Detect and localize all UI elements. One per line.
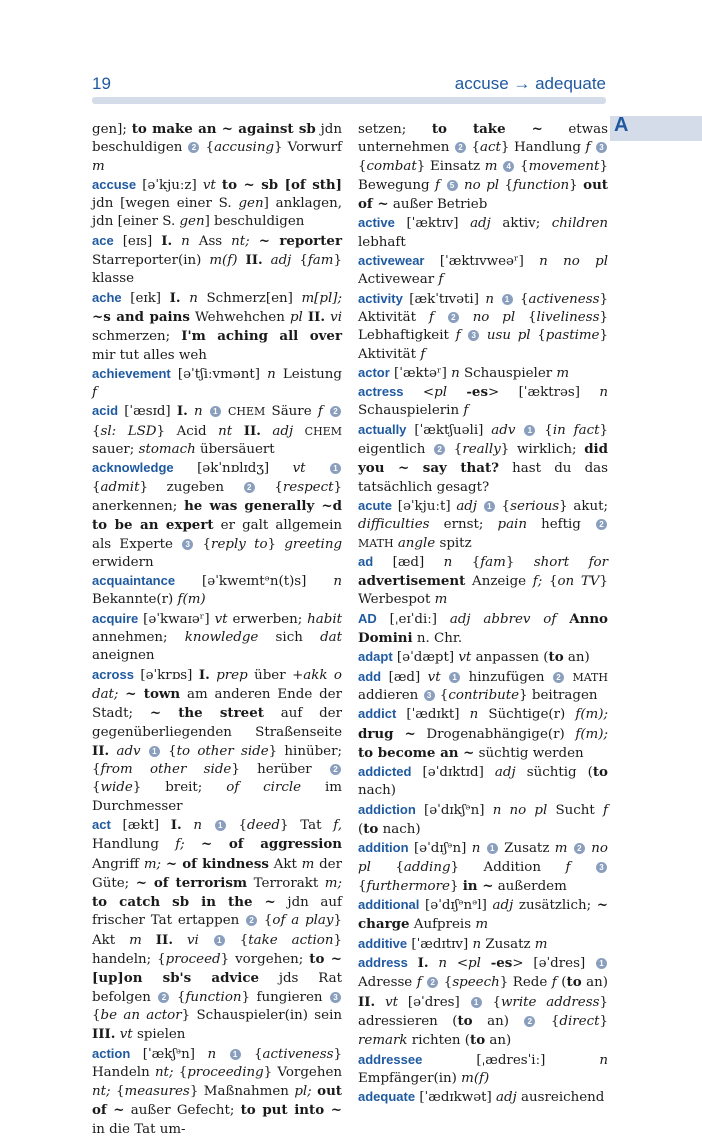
sense-number: 1 bbox=[502, 294, 513, 305]
dictionary-entry: accuse [əˈkjuːz] vt to ~ sb [of sth] jdn [wegen einer S. gen] anklagen, jdn [einer S. gen] beschuldigen bbox=[92, 176, 342, 230]
headword: actually bbox=[358, 421, 407, 437]
sense-number: 2 bbox=[574, 843, 585, 854]
headword: addition bbox=[358, 840, 409, 856]
headword: ad bbox=[358, 553, 374, 569]
sense-number: 3 bbox=[468, 330, 479, 341]
dictionary-entry: ad [æd] n {fam} short for advertisement Anzeige f; {on TV} Werbespot m bbox=[358, 553, 608, 608]
headword: addicted bbox=[358, 764, 412, 780]
sense-number: 1 bbox=[214, 935, 225, 946]
headword: active bbox=[358, 215, 395, 231]
sense-number: 2 bbox=[246, 915, 257, 926]
dictionary-entry: act [ækt] I. n 1 {deed} Tat f, Handlung f; ~ of aggression Angriff m; ~ of kindness Akt m der Güte; ~ of terrorism Terrorakt m; to catch sb in the ~ jdn auf frischer Tat ertappen 2 {of a play} Akt m II. vi 1 {take action} handeln; {proceed} vorgehen; to ~ [up]on sb's advice jds Rat befolgen 2 {function} fungieren 3 {be an actor} Schauspieler(in) sein III. vt spielen bbox=[92, 816, 343, 1043]
sense-number: 2 bbox=[427, 977, 438, 988]
dictionary-entry: action [ˈækʃᵊn] n 1 {activeness} Handeln nt; {proceeding} Vorgehen nt; {measures} Maßnahmen pl; out of ~ außer Gefecht; to put into ~ in die Tat um- bbox=[92, 1045, 342, 1137]
headword: adequate bbox=[358, 1089, 416, 1105]
sense-number: 1 bbox=[215, 820, 226, 831]
sense-number: 1 bbox=[210, 406, 221, 417]
dictionary-entry: addict [ˈædɪkt] n Süchtige(r) f(m); drug ~ Drogenabhängige(r) f(m); to become an ~ süchtig werden bbox=[358, 706, 608, 761]
sense-number: 1 bbox=[471, 997, 482, 1008]
headword: activity bbox=[358, 290, 403, 306]
dictionary-entry: achievement [əˈtʃiːvmənt] n Leistung f bbox=[92, 365, 342, 401]
headword: activewear bbox=[358, 253, 425, 269]
sense-number: 2 bbox=[524, 1016, 535, 1027]
headword: address bbox=[358, 955, 408, 971]
sense-number: 2 bbox=[596, 519, 607, 530]
dictionary-entry: actually [ˈæktʃuəli] adv 1 {in fact} eigentlich 2 {really} wirklich; did you ~ say that? hast du das tatsächlich gesagt? bbox=[358, 421, 609, 495]
dictionary-entry: acquaintance [əˈkweɪntᵊn(t)s] n Bekannte(r) f(m) bbox=[92, 573, 342, 608]
sense-number: 3 bbox=[424, 690, 435, 701]
headword: act bbox=[92, 816, 111, 832]
headword: addiction bbox=[358, 801, 416, 817]
headword: acquire bbox=[92, 610, 139, 626]
subject-label: MATH bbox=[572, 670, 608, 684]
sense-number: 1 bbox=[449, 672, 460, 683]
subject-label: CHEM bbox=[304, 424, 342, 438]
sense-number: 2 bbox=[553, 672, 564, 683]
dictionary-entry: addicted [əˈdɪktɪd] adj süchtig (to nach) bbox=[358, 764, 608, 799]
dictionary-entry: setzen; to take ~ etwas unternehmen 2 {act} Handlung f 3 {combat} Einsatz m 4 {movement} Bewegung f 5 no pl {function} out of ~ außer Betrieb bbox=[358, 121, 608, 213]
sense-number: 1 bbox=[484, 501, 495, 512]
dictionary-entry: ace [eɪs] I. n Ass nt; ~ reporter Starreporter(in) m(f) II. adj {fam} klasse bbox=[92, 232, 343, 287]
headword: add bbox=[358, 668, 382, 684]
headword: ace bbox=[92, 232, 114, 248]
subject-label: CHEM bbox=[228, 405, 266, 419]
headword: ache bbox=[92, 289, 122, 305]
dictionary-entry: acquire [əˈkwaɪəʳ] vt erwerben; habit annehmen; knowledge sich dat aneignen bbox=[92, 610, 343, 664]
headword: additive bbox=[358, 935, 408, 951]
sense-number: 2 bbox=[448, 312, 459, 323]
headword: achievement bbox=[92, 365, 171, 381]
headword: action bbox=[92, 1045, 131, 1061]
sense-number: 2 bbox=[455, 142, 466, 153]
dictionary-entry: AD [ˌeɪˈdiː] adj abbrev of Anno Domini n. Chr. bbox=[358, 610, 608, 647]
headword: actor bbox=[358, 364, 390, 380]
sense-number: 5 bbox=[447, 180, 458, 191]
right-column bbox=[358, 120, 608, 1107]
dictionary-entry: acid [ˈæsɪd] I. n 1 CHEM Säure f 2 {sl: LSD} Acid nt II. adj CHEM sauer; stomach übersäuert bbox=[92, 403, 342, 458]
dictionary-entry: actress <pl -es> [ˈæktrəs] n Schauspielerin f bbox=[358, 384, 608, 419]
headword: actress bbox=[358, 384, 404, 400]
page-number: 19 bbox=[92, 74, 111, 93]
sense-number: 3 bbox=[330, 992, 341, 1003]
left-column bbox=[92, 120, 342, 1139]
dictionary-entry: gen]; to make an ~ against sb jdn beschuldigen 2 {accusing} Vorwurf m bbox=[92, 121, 342, 174]
dictionary-entry: activity [ækˈtɪvəti] n 1 {activeness} Aktivität f 2 no pl {liveliness} Lebhaftigkeit f 3 usu pl {pastime} Aktivität f bbox=[358, 290, 609, 362]
running-head: accuse → adequate bbox=[454, 74, 606, 93]
dictionary-entry: addressee [ˌædresˈiː] n Empfänger(in) m(f) bbox=[358, 1051, 608, 1086]
sense-number: 1 bbox=[230, 1049, 241, 1060]
dictionary-entry: additional [əˈdɪʃᵊnᵊl] adj zusätzlich; ~ charge Aufpreis m bbox=[358, 897, 608, 933]
headword: addressee bbox=[358, 1051, 423, 1067]
sense-number: 4 bbox=[503, 161, 514, 172]
headword: accuse bbox=[92, 176, 137, 192]
dictionary-entry: activewear [ˈæktɪvweəʳ] n no pl Activewear f bbox=[358, 253, 608, 288]
dictionary-entry: acute [əˈkjuːt] adj 1 {serious} akut; difficulties ernst; pain heftig 2 MATH angle spitz bbox=[358, 497, 609, 551]
sense-number: 3 bbox=[596, 862, 607, 873]
dictionary-entry: across [əˈkrɒs] I. prep über +akk o dat; ~ town am anderen Ende der Stadt; ~ the street auf der gegenüberliegenden Straßenseite II. adv 1 {to other side} hinüber; {from other side} herüber 2 {wide} breit; of circle im Durchmesser bbox=[92, 666, 342, 814]
subject-label: MATH bbox=[358, 536, 394, 550]
sense-number: 3 bbox=[182, 539, 193, 550]
headword: additional bbox=[358, 897, 420, 913]
sense-number: 1 bbox=[149, 746, 160, 757]
headword: across bbox=[92, 666, 134, 682]
sense-number: 1 bbox=[487, 843, 498, 854]
sense-number: 2 bbox=[434, 444, 445, 455]
sense-number: 2 bbox=[330, 764, 341, 775]
dictionary-entry: adequate [ˈædɪkwət] adj ausreichend bbox=[358, 1089, 605, 1106]
sense-number: 2 bbox=[158, 992, 169, 1003]
dictionary-entry: addiction [əˈdɪkʃᵊn] n no pl Sucht f (to nach) bbox=[358, 801, 608, 837]
dictionary-entry: addition [əˈdɪʃᵊn] n 1 Zusatz m 2 no pl {adding} Addition f 3 {furthermore} in ~ außerdem bbox=[358, 840, 608, 894]
sense-number: 1 bbox=[524, 425, 535, 436]
headword: acquaintance bbox=[92, 573, 176, 589]
sense-number: 1 bbox=[330, 463, 341, 474]
dictionary-entry: add [æd] vt 1 hinzufügen 2 MATH addieren 3 {contribute} beitragen bbox=[358, 668, 608, 703]
dictionary-entry: additive [ˈædɪtɪv] n Zusatz m bbox=[358, 935, 548, 952]
sense-number: 2 bbox=[330, 406, 341, 417]
sense-number: 2 bbox=[188, 142, 199, 153]
dictionary-entry: actor [ˈæktəʳ] n Schauspieler m bbox=[358, 364, 570, 381]
dictionary-entry: acknowledge [əkˈnɒlɪdʒ] vt 1 {admit} zugeben 2 {respect} anerkennen; he was generally ~d to be an expert er galt allgemein als Experte 3 {reply to} greeting erwidern bbox=[92, 460, 343, 570]
thumb-index-letter: A bbox=[614, 114, 629, 136]
dictionary-entry: adapt [əˈdæpt] vt anpassen (to an) bbox=[358, 649, 590, 666]
dictionary-entry: address I. n <pl -es> [əˈdres] 1 Adresse f 2 {speech} Rede f (to an) II. vt [əˈdres] 1 {write address} adressieren (to an) 2 {direct} remark richten (to an) bbox=[358, 955, 609, 1049]
dictionary-entry: ache [eɪk] I. n Schmerz[en] m[pl]; ~s and pains Wehwehchen pl II. vi schmerzen; I'm aching all over mir tut alles weh bbox=[92, 289, 343, 363]
headword: AD bbox=[358, 610, 377, 626]
headword: addict bbox=[358, 706, 397, 722]
headword: adapt bbox=[358, 649, 393, 665]
headword: acknowledge bbox=[92, 460, 174, 476]
sense-number: 1 bbox=[596, 958, 607, 969]
dictionary-entry: active [ˈæktɪv] adj aktiv; children lebhaft bbox=[358, 215, 608, 250]
headword: acute bbox=[358, 497, 392, 513]
header-rule bbox=[92, 97, 606, 104]
sense-number: 2 bbox=[244, 482, 255, 493]
sense-number: 3 bbox=[596, 142, 607, 153]
headword: acid bbox=[92, 403, 119, 419]
